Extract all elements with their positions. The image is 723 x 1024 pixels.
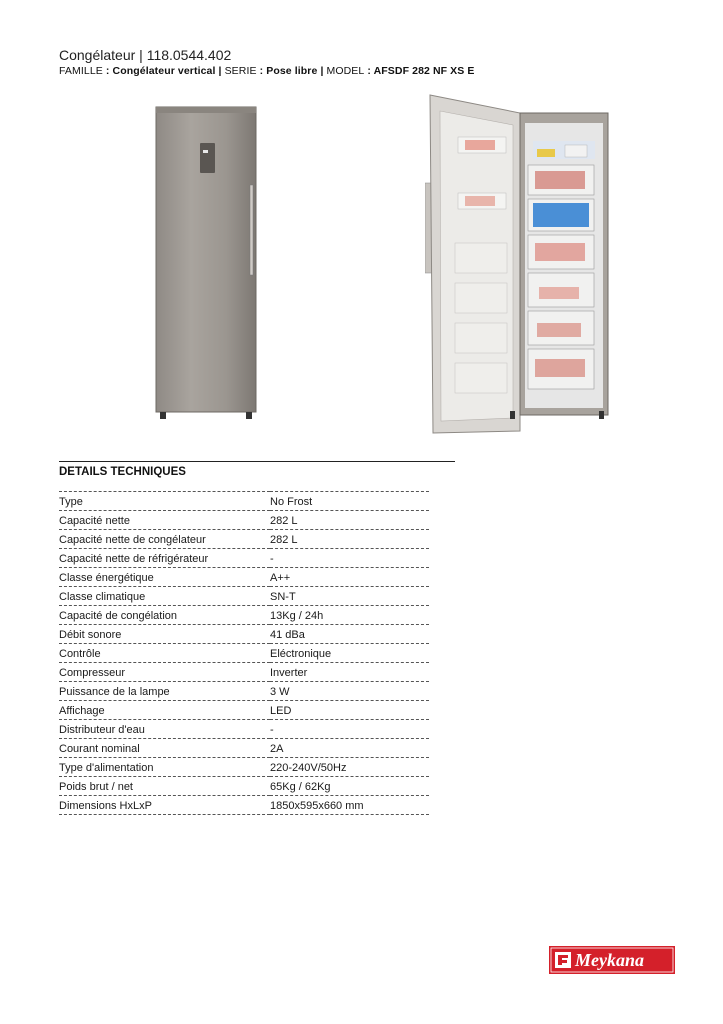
spec-label: Classe climatique xyxy=(59,587,270,606)
brand-logo xyxy=(549,946,675,974)
spec-label: Puissance de la lampe xyxy=(59,682,270,701)
section-divider xyxy=(59,461,455,462)
spec-value: Inverter xyxy=(270,663,429,682)
spec-row xyxy=(59,530,429,549)
spec-label: Capacité nette de congélateur xyxy=(59,530,270,549)
spec-label: Type xyxy=(59,492,270,511)
spec-value: Eléctronique xyxy=(270,644,429,663)
page-title: Congélateur | 118.0544.402 xyxy=(59,47,232,63)
spec-row xyxy=(59,682,429,701)
spec-label: Contrôle xyxy=(59,644,270,663)
model-label: MODEL xyxy=(326,65,365,77)
specs-table xyxy=(59,491,429,815)
spec-value: LED xyxy=(270,701,429,720)
serie-value: Pose libre xyxy=(266,65,318,77)
spec-row xyxy=(59,758,429,777)
spec-value: 220-240V/50Hz xyxy=(270,758,429,777)
spec-label: Capacité nette xyxy=(59,511,270,530)
spec-label: Classe énergétique xyxy=(59,568,270,587)
spec-row xyxy=(59,606,429,625)
spec-value: 1850x595x660 mm xyxy=(270,796,429,815)
spec-value: - xyxy=(270,549,429,568)
spec-label: Affichage xyxy=(59,701,270,720)
spec-label: Compresseur xyxy=(59,663,270,682)
spec-row xyxy=(59,625,429,644)
spec-row xyxy=(59,701,429,720)
famille-value: Congélateur vertical xyxy=(112,65,216,77)
serie-label: SERIE xyxy=(224,65,257,77)
spec-row xyxy=(59,663,429,682)
section-title: DETAILS TECHNIQUES xyxy=(59,466,186,478)
spec-row xyxy=(59,720,429,739)
spec-row xyxy=(59,568,429,587)
spec-value: A++ xyxy=(270,568,429,587)
spec-row xyxy=(59,492,429,511)
spec-label: Débit sonore xyxy=(59,625,270,644)
spec-value: 2A xyxy=(270,739,429,758)
spec-label: Type d'alimentation xyxy=(59,758,270,777)
spec-label: Poids brut / net xyxy=(59,777,270,796)
spec-row xyxy=(59,739,429,758)
spec-label: Dimensions HxLxP xyxy=(59,796,270,815)
famille-label: FAMILLE xyxy=(59,65,103,77)
spec-row xyxy=(59,549,429,568)
spec-label: Capacité nette de réfrigérateur xyxy=(59,549,270,568)
spec-value: 13Kg / 24h xyxy=(270,606,429,625)
spec-label: Courant nominal xyxy=(59,739,270,758)
freezer-closed-photo xyxy=(150,105,262,421)
spec-row xyxy=(59,511,429,530)
spec-value: 282 L xyxy=(270,511,429,530)
brand-emblem-icon xyxy=(555,952,571,968)
brand-name: Meykana xyxy=(575,950,644,970)
spec-value: SN-T xyxy=(270,587,429,606)
model-value: AFSDF 282 NF XS E xyxy=(373,65,475,77)
spec-row xyxy=(59,644,429,663)
spec-value: - xyxy=(270,720,429,739)
spec-value: No Frost xyxy=(270,492,429,511)
spec-value: 3 W xyxy=(270,682,429,701)
freezer-open-photo xyxy=(425,93,615,435)
spec-label: Capacité de congélation xyxy=(59,606,270,625)
product-meta: FAMILLE : Congélateur vertical | SERIE : Pose libre | MODEL : AFSDF 282 NF XS E xyxy=(59,65,475,77)
spec-row xyxy=(59,587,429,606)
spec-value: 41 dBa xyxy=(270,625,429,644)
spec-value: 65Kg / 62Kg xyxy=(270,777,429,796)
spec-row xyxy=(59,777,429,796)
spec-value: 282 L xyxy=(270,530,429,549)
spec-label: Distributeur d'eau xyxy=(59,720,270,739)
spec-row xyxy=(59,796,429,815)
